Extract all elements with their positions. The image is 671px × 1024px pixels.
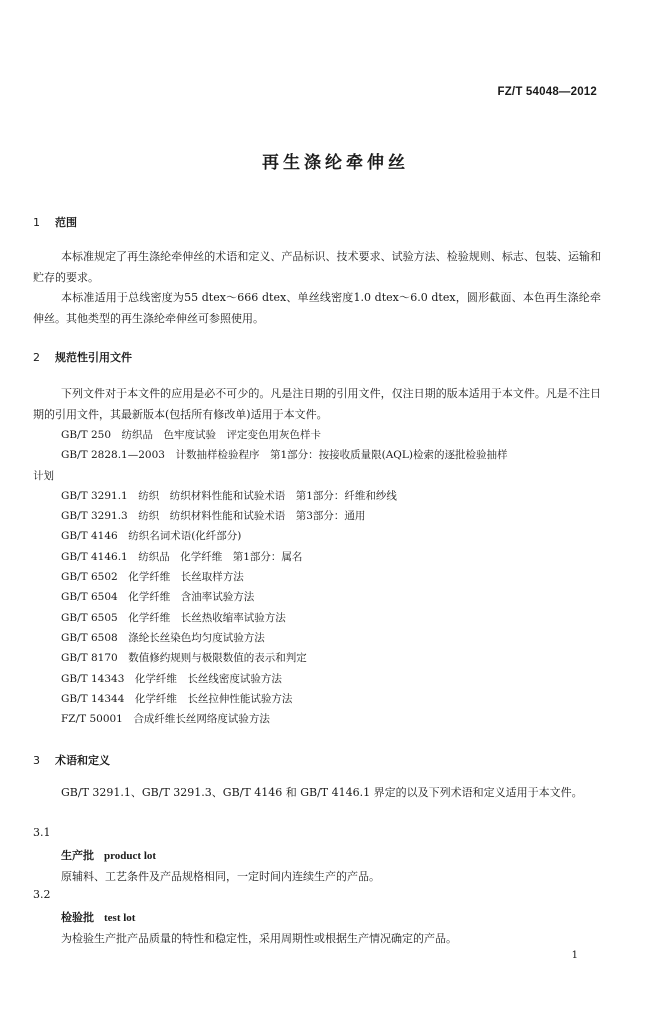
term-english: product lot — [104, 850, 157, 862]
reference-item: GB/T 250 纺织品 色牢度试验 评定变色用灰色样卡 — [61, 429, 322, 441]
reference-item: GB/T 6502 化学纤维 长丝取样方法 — [61, 571, 244, 584]
reference-item: GB/T 2828.1—2003 计数抽样检验程序 第1部分：按接收质量限(AQL)检索的逐批检验抽样 — [61, 449, 508, 462]
reference-item: GB/T 6504 化学纤维 含油率试验方法 — [61, 591, 255, 604]
section-title: 规范性引用文件 — [55, 351, 132, 364]
section-1-paragraph-1: 本标准规定了再生涤纶牵伸丝的术语和定义、产品标识、技术要求、试验方法、检验规则、标志、包装、运输和贮存的要求。 — [33, 250, 601, 284]
reference-item: GB/T 14344 化学纤维 长丝拉伸性能试验方法 — [61, 692, 293, 705]
term-number: 3.1 — [33, 826, 51, 839]
reference-item: GB/T 3291.3 纺织 纺织材料性能和试验术语 第3部分：通用 — [61, 510, 366, 523]
term-english: test lot — [104, 912, 136, 924]
reference-item: GB/T 3291.1 纺织 纺织材料性能和试验术语 第1部分：纤维和纱线 — [61, 489, 397, 502]
reference-item: GB/T 6505 化学纤维 长丝热收缩率试验方法 — [61, 611, 286, 624]
section-number: 2 — [33, 351, 40, 364]
section-1-paragraph-2: 本标准适用于总线密度为55 dtex～666 dtex、单丝线密度1.0 dtex～6.0 dtex，圆形截面、本色再生涤纶牵伸丝。其他类型的再生涤纶牵伸丝可参照使用。 — [33, 291, 601, 325]
term-heading — [61, 847, 156, 863]
section-2-heading — [33, 349, 132, 365]
reference-item: FZ/T 50001 合成纤维长丝网络度试验方法 — [61, 713, 270, 726]
document-title: 再生涤纶牵伸丝 — [262, 153, 409, 173]
term-definition: 原辅料、工艺条件及产品规格相同，一定时间内连续生产的产品。 — [61, 870, 380, 883]
term-number: 3.2 — [33, 888, 51, 901]
term-chinese: 生产批 — [61, 849, 94, 862]
page-number: 1 — [571, 950, 578, 961]
standard-code: FZ/T 54048—2012 — [497, 86, 597, 98]
reference-item: GB/T 14343 化学纤维 长丝线密度试验方法 — [61, 672, 282, 685]
reference-item: GB/T 4146 纺织名词术语(化纤部分) — [61, 530, 242, 543]
section-title: 范围 — [55, 216, 77, 229]
reference-item-continuation: 计划 — [33, 469, 54, 482]
section-3-intro: GB/T 3291.1、GB/T 3291.3、GB/T 4146 和 GB/T 4146.1 界定的以及下列术语和定义适用于本文件。 — [61, 786, 583, 799]
reference-item: GB/T 8170 数值修约规则与极限数值的表示和判定 — [61, 652, 307, 665]
section-number: 3 — [33, 754, 40, 767]
term-heading — [61, 909, 135, 925]
normative-references-list — [33, 425, 601, 729]
section-3-heading — [33, 752, 110, 768]
term-chinese: 检验批 — [61, 911, 94, 924]
section-title: 术语和定义 — [55, 754, 110, 767]
reference-item: GB/T 4146.1 纺织品 化学纤维 第1部分：属名 — [61, 550, 303, 563]
reference-item: GB/T 6508 涤纶长丝染色均匀度试验方法 — [61, 631, 265, 644]
term-definition: 为检验生产批产品质量的特性和稳定性，采用周期性或根据生产情况确定的产品。 — [61, 932, 457, 945]
section-1-heading — [33, 214, 77, 230]
section-number: 1 — [33, 216, 40, 229]
section-2-intro: 下列文件对于本文件的应用是必不可少的。凡是注日期的引用文件，仅注日期的版本适用于本文件。凡是不注日期的引用文件，其最新版本(包括所有修改单)适用于本文件。 — [33, 387, 601, 421]
